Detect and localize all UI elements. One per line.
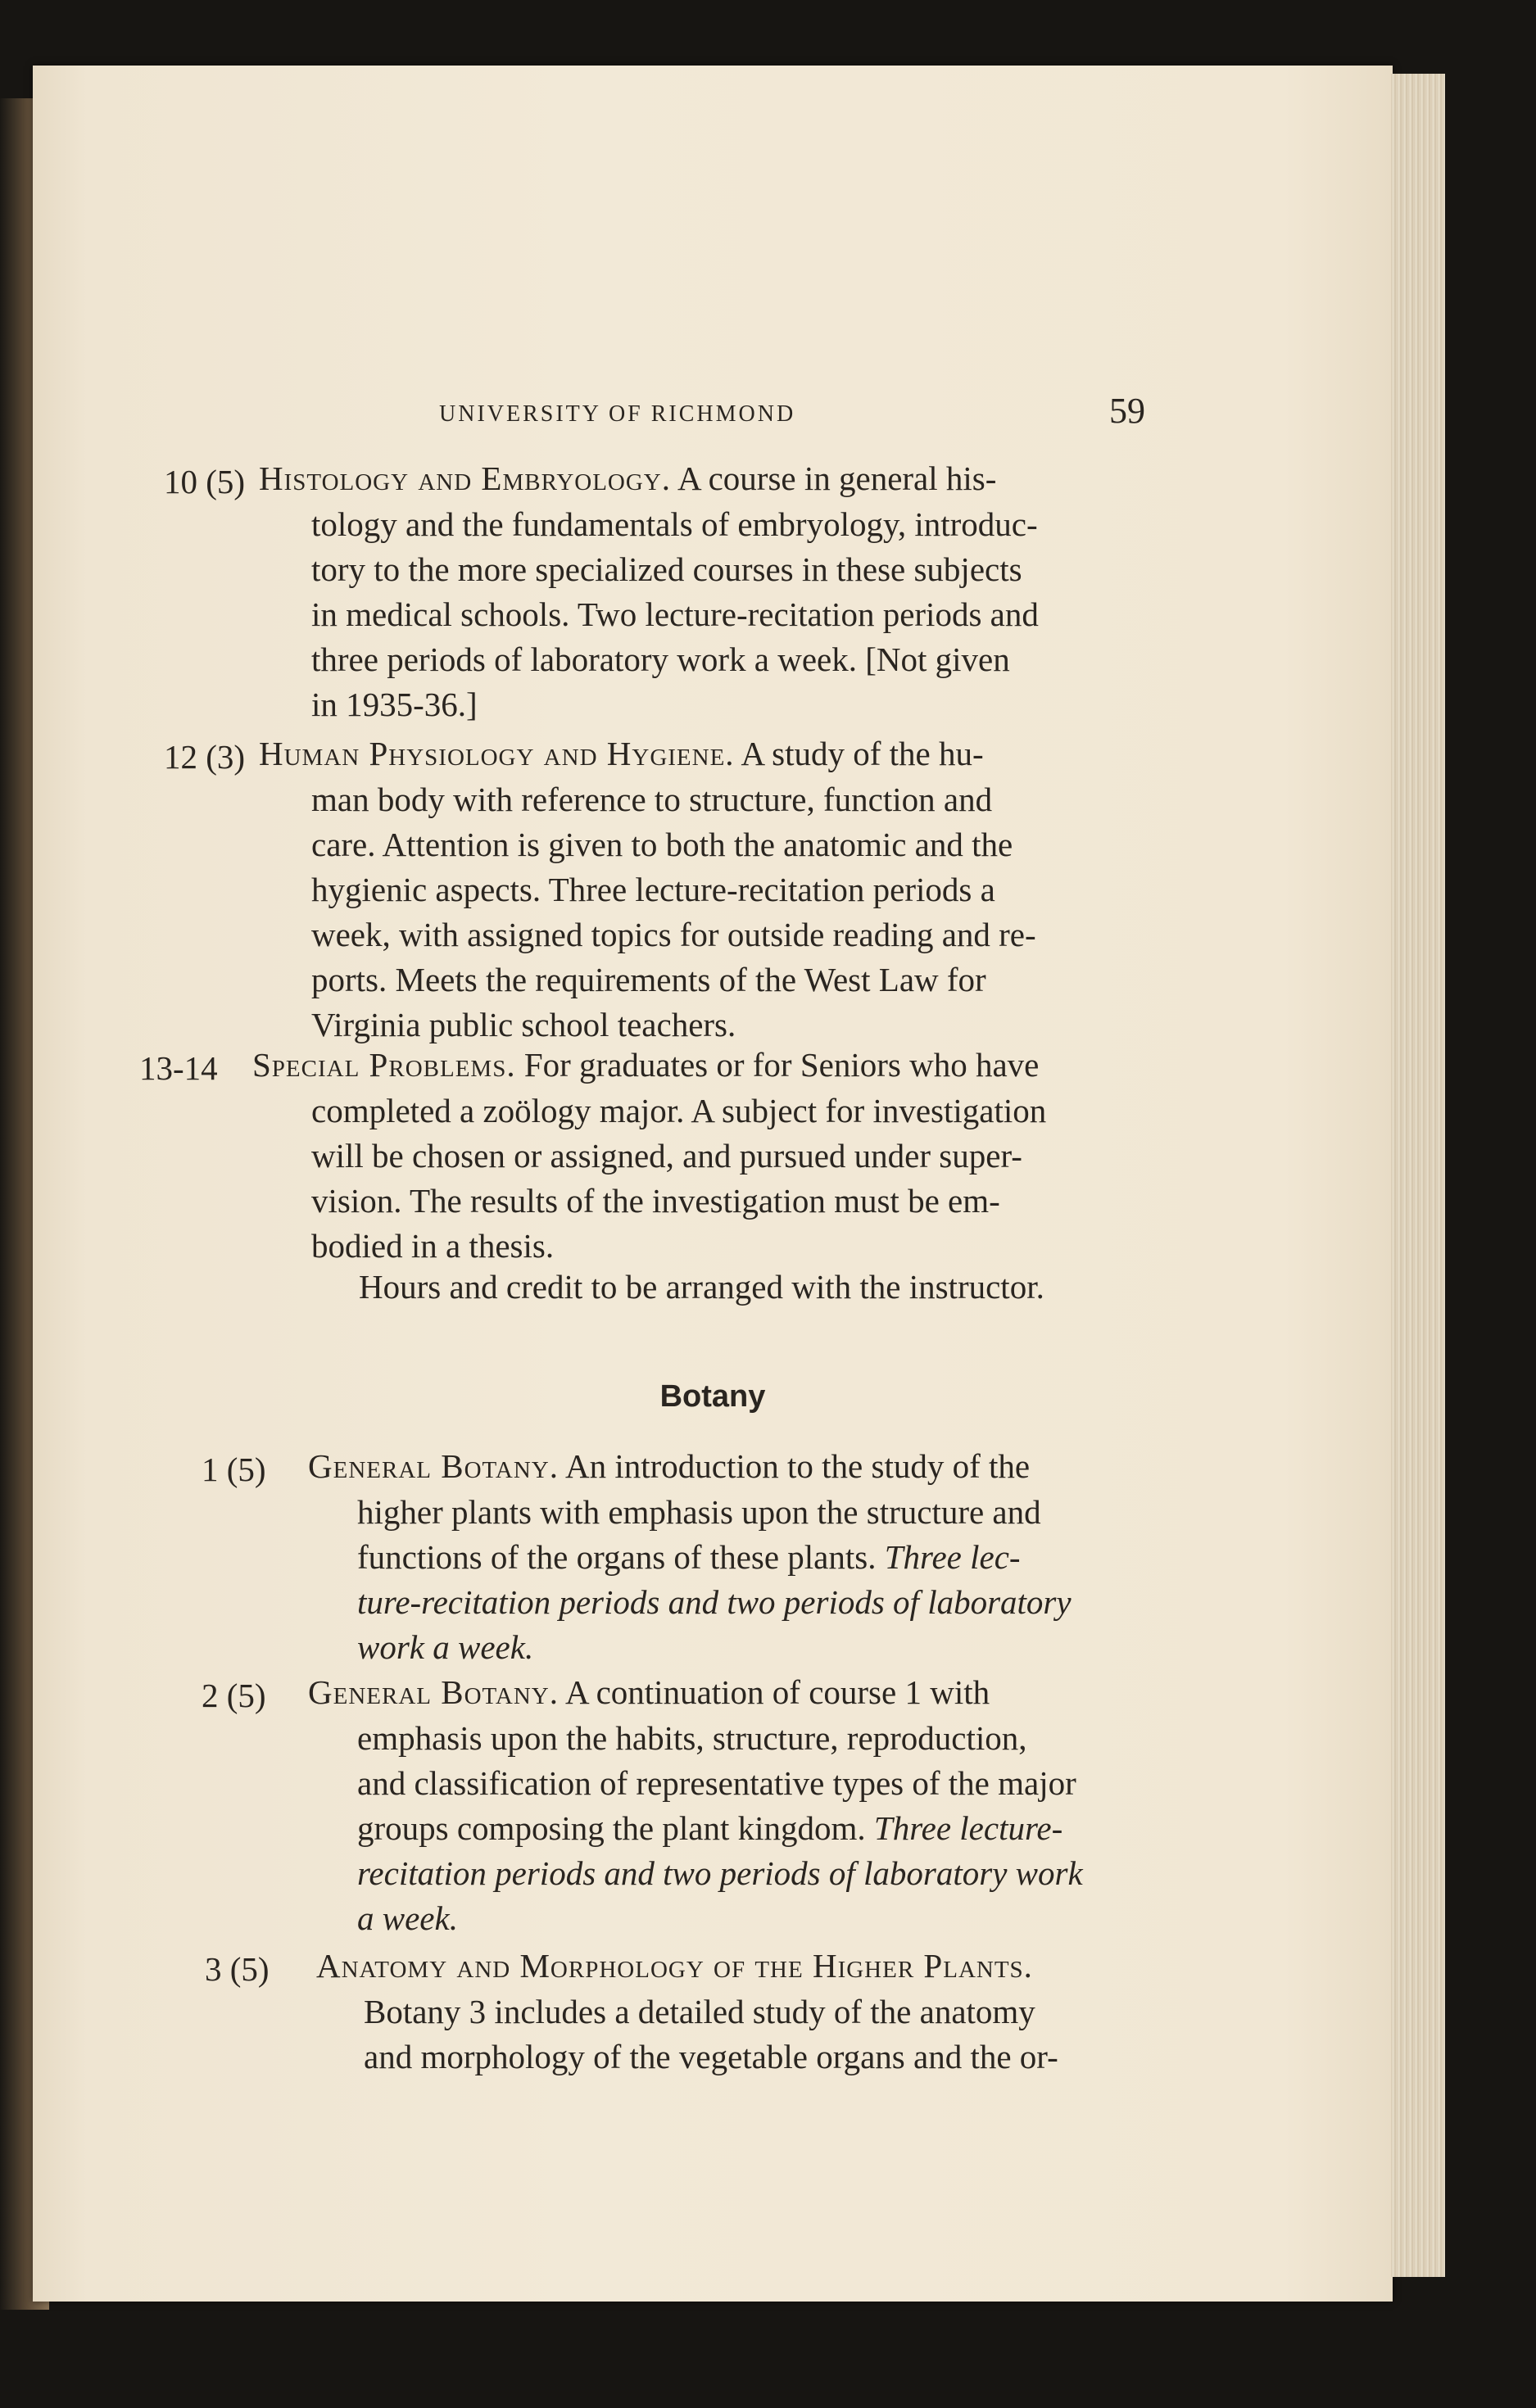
page-stack-edge (1391, 74, 1445, 2277)
course-text-line: three periods of laboratory work a week. [Not given (311, 640, 1010, 678)
course-text-line: recitation periods and two periods of laboratory work (357, 1854, 1083, 1892)
course-text-line: emphasis upon the habits, structure, reproduction, (357, 1719, 1027, 1757)
course-first-line: General Botany. A continuation of course 1 with (308, 1673, 990, 1711)
course-first-line: Human Physiology and Hygiene. A study of the hu- (259, 735, 984, 772)
course-text-line: Virginia public school teachers. (311, 1006, 736, 1043)
course-title: Special Problems. (252, 1046, 516, 1084)
course-title: Histology and Embryology. (259, 459, 671, 497)
course-first-line: Histology and Embryology. A course in general his- (259, 459, 997, 497)
course-number: 3 (5) (205, 1950, 270, 1988)
course-number: 1 (5) (202, 1451, 266, 1488)
course-text-line: tory to the more specialized courses in these subjects (311, 550, 1022, 588)
course-text-line: bodied in a thesis. (311, 1227, 555, 1265)
course-number: 10 (5) (164, 463, 246, 500)
course-number: 13-14 (139, 1049, 218, 1087)
course-first-line: General Botany. An introduction to the study of the (308, 1447, 1031, 1485)
course-text-line: ture-recitation periods and two periods of laboratory (357, 1583, 1072, 1621)
running-head-title: UNIVERSITY OF RICHMOND (439, 401, 796, 427)
course-title: Human Physiology and Hygiene. (259, 735, 735, 772)
book-page (33, 66, 1393, 2302)
course-text-line: and morphology of the vegetable organs and the or- (364, 2038, 1058, 2075)
course-text-line: tology and the fundamentals of embryology, introduc- (311, 505, 1038, 543)
course-text-line: vision. The results of the investigation must be em- (311, 1182, 1000, 1220)
course-text-line: ports. Meets the requirements of the West Law for (311, 961, 986, 998)
page-number: 59 (1109, 391, 1145, 431)
course-text-line: and classification of representative types of the major (357, 1764, 1076, 1802)
course-text-line: hygienic aspects. Three lecture-recitation periods a (311, 871, 995, 908)
course-text-line: week, with assigned topics for outside reading and re- (311, 916, 1036, 953)
course-number: 12 (3) (164, 738, 246, 776)
course-number: 2 (5) (202, 1677, 266, 1714)
course-text-line: in 1935-36.] (311, 686, 478, 723)
course-text-line: in medical schools. Two lecture-recitation periods and (311, 595, 1039, 633)
course-text-line: will be chosen or assigned, and pursued under super- (311, 1137, 1022, 1175)
running-head (33, 391, 1393, 446)
course-text-line: work a week. (357, 1628, 534, 1666)
course-title: Anatomy and Morphology of the Higher Plants. (316, 1947, 1033, 1985)
course-text-line: groups composing the plant kingdom. Three lecture- (357, 1809, 1063, 1847)
course-text-line: Hours and credit to be arranged with the instructor. (359, 1268, 1044, 1306)
course-text-line: completed a zoölogy major. A subject for investigation (311, 1092, 1047, 1129)
course-first-line: Special Problems. For graduates or for Seniors who have (252, 1046, 1040, 1084)
course-text-line: functions of the organs of these plants. Three lec- (357, 1538, 1021, 1576)
course-title: General Botany. (308, 1673, 559, 1711)
course-text-line: care. Attention is given to both the anatomic and the (311, 826, 1013, 863)
course-text-line: man body with reference to structure, function and (311, 781, 993, 818)
course-text-line: Botany 3 includes a detailed study of the anatomy (364, 1993, 1035, 2030)
course-text-line: a week. (357, 1899, 458, 1937)
course-text-line: higher plants with emphasis upon the structure and (357, 1493, 1041, 1531)
course-title: General Botany. (308, 1447, 559, 1485)
section-heading: Botany (659, 1379, 766, 1414)
